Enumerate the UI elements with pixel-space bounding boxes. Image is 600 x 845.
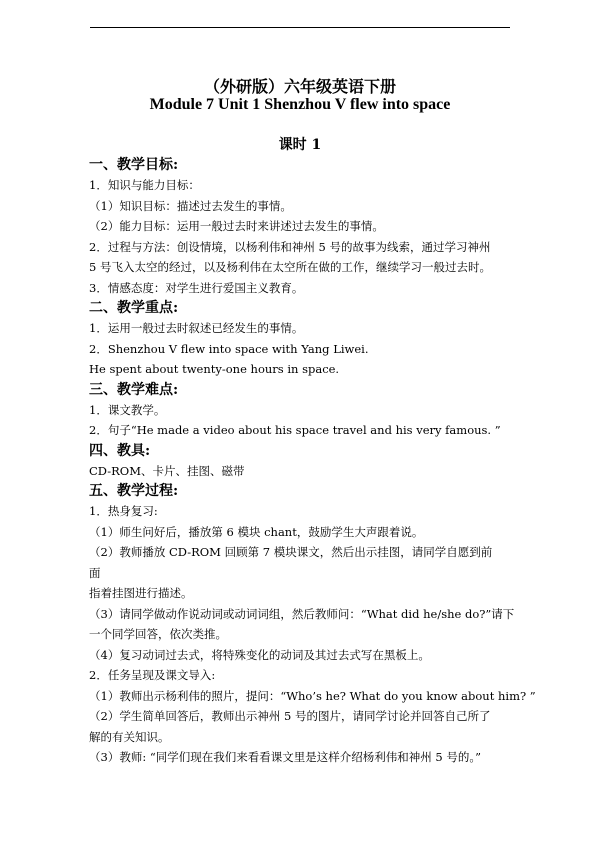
text-line: CD-ROM、卡片、挂图、磁带	[89, 463, 245, 478]
lesson-label: 课时 1	[278, 137, 322, 153]
text-line: He spent about twenty-one hours in space.	[89, 362, 340, 376]
header-rule	[90, 27, 510, 28]
text-line: 一个同学回答，依次类推。	[89, 627, 227, 641]
section-heading-materials: 四、教具:	[89, 442, 151, 459]
section-heading-difficulties: 三、教学难点:	[89, 381, 179, 398]
text-line: 2．任务呈现及课文导入:	[89, 668, 216, 682]
text-line: （1）师生问好后，播放第 6 模块 chant，鼓励学生大声跟着说。	[89, 524, 424, 539]
text-line: （2）能力目标：运用一般过去时来讲述过去发生的事情。	[89, 219, 384, 233]
text-line: 1．课文教学。	[89, 402, 166, 417]
text-line: 1．热身复习:	[89, 504, 158, 518]
section-heading-key-points: 二、教学重点:	[89, 300, 179, 316]
text-line: 指着挂图进行描述。	[89, 586, 193, 600]
text-line: 2．过程与方法：创设情境，以杨利伟和神州 5 号的故事为线索，通过学习神州	[89, 239, 491, 254]
text-line: （2）学生简单回答后，教师出示神州 5 号的图片，请同学讨论并回答自己所了	[89, 709, 491, 723]
text-line: （2）教师播放 CD-ROM 回顾第 7 模块课文，然后出示挂图，请同学自愿到前	[89, 545, 493, 559]
text-line: （3）请同学做动作说动词或动词词组，然后教师问：“What did he/she do?”请下	[89, 606, 515, 621]
document-subtitle: Module 7 Unit 1 Shenzhou V flew into space	[149, 96, 451, 113]
text-line: （1）知识目标：描述过去发生的事情。	[89, 198, 292, 213]
document-title: （外研版）六年级英语下册	[203, 77, 396, 96]
text-line: 2．Shenzhou V flew into space with Yang Liwei.	[89, 341, 369, 356]
document-body	[89, 155, 536, 768]
text-line: 解的有关知识。	[89, 729, 170, 744]
text-line: 面	[89, 565, 101, 580]
text-line: （3）教师: “同学们现在我们来看看课文里是这样介绍杨利伟和神州 5 号的。”	[89, 750, 481, 764]
text-line: （1）教师出示杨利伟的照片，提问：“Who’s he? What do you know about him? ”	[89, 688, 536, 703]
text-line: （4）复习动词过去式，将特殊变化的动词及其过去式写在黑板上。	[89, 647, 430, 662]
text-line: 2．句子“He made a video about his space travel and his very famous. ”	[89, 423, 501, 437]
text-line: 3．情感态度：对学生进行爱国主义教育。	[89, 280, 304, 295]
text-line: 5 号飞入太空的经过，以及杨利伟在太空所在做的工作，继续学习一般过去时。	[89, 260, 491, 274]
text-line: 1．运用一般过去时叙述已经发生的事情。	[89, 321, 304, 335]
section-heading-objectives: 一、教学目标:	[89, 157, 179, 173]
text-line: 1．知识与能力目标：	[89, 178, 200, 192]
section-heading-procedure: 五、教学过程:	[89, 483, 179, 499]
